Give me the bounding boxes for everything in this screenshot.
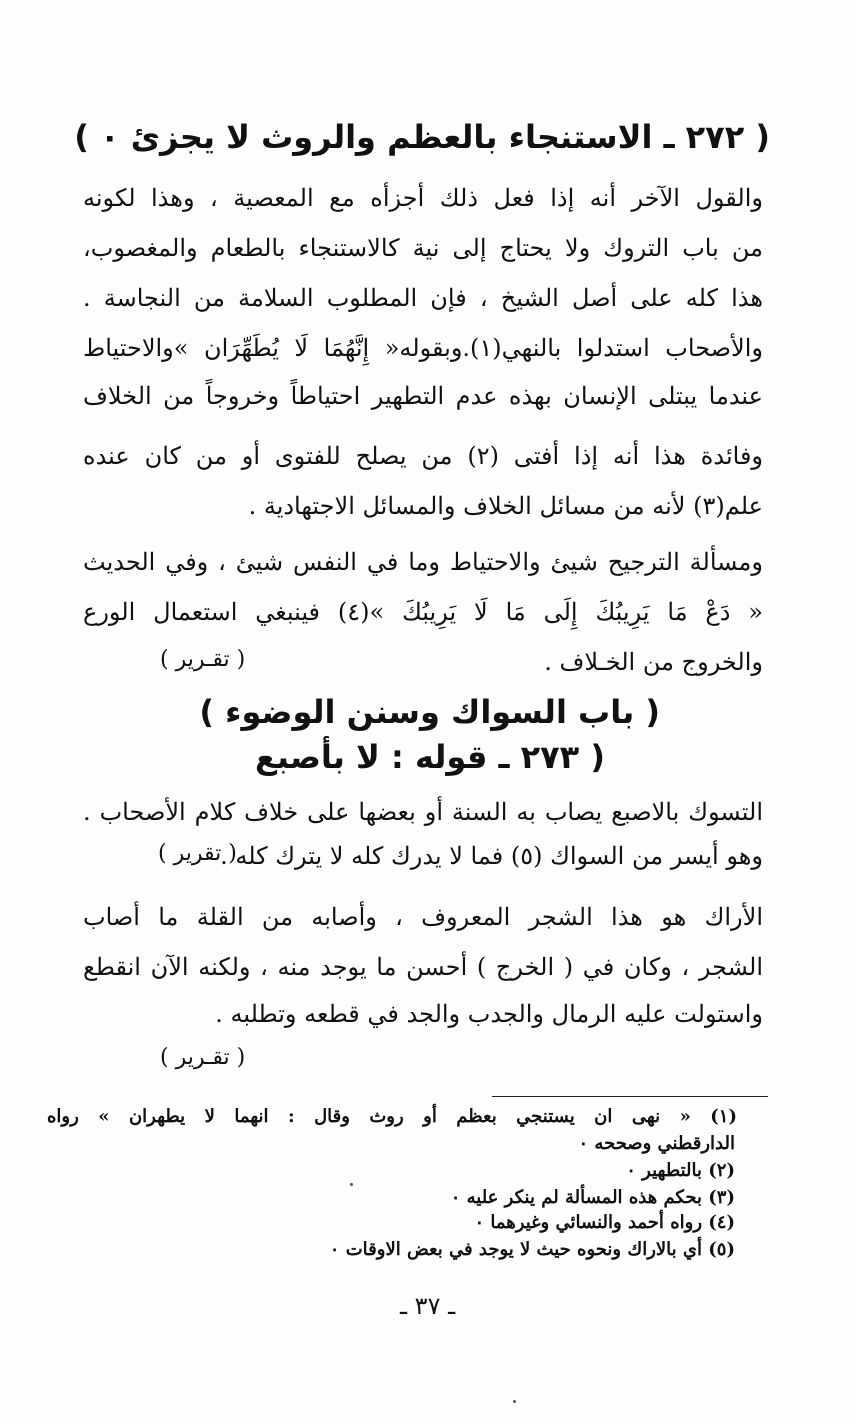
section-272-heading: ( ٢٧٢ ـ الاستنجاء بالعظم والروث لا يجزئ ٠ ) xyxy=(74,118,770,156)
chapter-heading: ( باب السواك وسنن الوضوء ) xyxy=(199,693,660,731)
section-273-heading: ( ٢٧٣ ـ قوله : لا بأصبع xyxy=(255,738,605,776)
footnote: (١) « نهى ان يستنجي بعظم أو روث وقال : انهما لا يطهران » رواه xyxy=(47,1106,737,1127)
scan-speck xyxy=(513,1400,516,1403)
paragraph-line: الشجر ، وكان في ( الخرج ) أحسن ما يوجد منه ، ولكنه الآن انقطع xyxy=(83,953,763,981)
paragraph-line: الأراك هو هذا الشجر المعروف ، وأصابه من القلة ما أصاب xyxy=(83,903,763,931)
paragraph-line: والخروج من الخـلاف . xyxy=(544,648,763,676)
paragraph-line: واستولت عليه الرمال والجدب والجد في قطعه وتطلبه . xyxy=(215,1000,763,1028)
taqrir-label: ( تقـرير ) xyxy=(160,647,246,672)
paragraph-line: وفائدة هذا أنه إذا أفتى (٢) من يصلح للفتوى أو من كان عنده xyxy=(83,442,764,470)
paragraph-line: والأصحاب استدلوا بالنهي(١).وبقوله« إِنَّهُمَا لَا يُطَهِّرَان »والاحتياط xyxy=(83,334,764,362)
footnote: الدارقطني وصححه ٠ xyxy=(578,1133,735,1154)
page-number: ـ ٣٧ ـ xyxy=(400,1292,456,1320)
footnote: (٤) رواه أحمد والنسائي وغيرهما ٠ xyxy=(474,1212,735,1233)
taqrir-label: ( تقـرير ) xyxy=(160,1045,246,1070)
footnote: (٣) بحكم هذه المسألة لم ينكر عليه ٠ xyxy=(450,1187,735,1208)
scan-speck xyxy=(350,1183,353,1186)
paragraph-line: عندما يبتلى الإنسان بهذه عدم التطهير احتياطاً وخروجاً من الخلاف xyxy=(83,382,763,410)
paragraph-line: وهو أيسر من السواك (٥) فما لا يدرك كله لا يترك كله . xyxy=(220,842,763,870)
paragraph-line: « دَعْ مَا يَرِيبُكَ إِلَى مَا لَا يَرِيبُكَ »(٤) فينبغي استعمال الورع xyxy=(83,598,763,626)
taqrir-label: ( تقرير ) xyxy=(158,841,237,866)
footnote: (٢) بالتطهير ٠ xyxy=(626,1160,735,1181)
paragraph-line: من باب التروك ولا يحتاج إلى نية كالاستنجاء بالطعام والمغصوب، xyxy=(83,234,763,262)
paragraph-line: التسوك بالاصبع يصاب به السنة أو بعضها على خلاف كلام الأصحاب . xyxy=(83,798,764,826)
paragraph-line: ومسألة الترجيح شيئ والاحتياط وما في النفس شيئ ، وفي الحديث xyxy=(83,548,763,576)
paragraph-line: علم(٣) لأنه من مسائل الخلاف والمسائل الاجتهادية . xyxy=(248,492,763,520)
paragraph-line: هذا كله على أصل الشيخ ، فإن المطلوب السلامة من النجاسة . xyxy=(83,284,763,312)
footnote-separator xyxy=(492,1096,768,1097)
paragraph-line: والقول الآخر أنه إذا فعل ذلك أجزأه مع المعصية ، وهذا لكونه xyxy=(83,184,763,212)
footnote: (٥) أي بالاراك ونحوه حيث لا يوجد في بعض الاوقات ٠ xyxy=(329,1239,735,1260)
